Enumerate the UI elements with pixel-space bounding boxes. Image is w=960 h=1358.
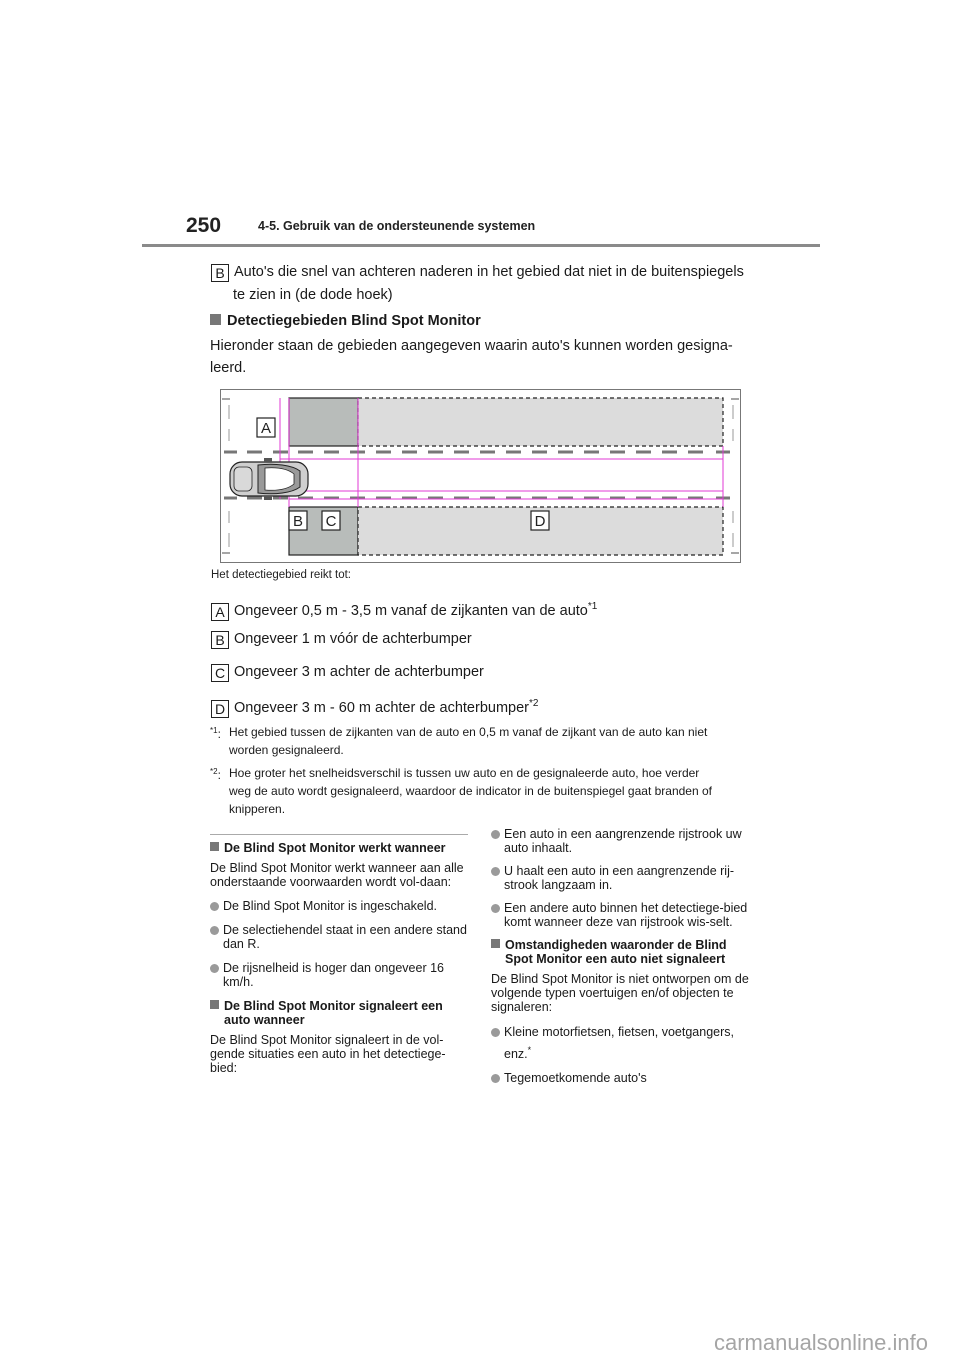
tag-c: C — [211, 664, 229, 682]
detection-intro-2: leerd. — [210, 360, 247, 376]
footnote-2-mark: $^{*2}$: — [210, 767, 221, 782]
label-c: C — [325, 513, 337, 530]
item-b: B Ongeveer 1 m vóór de achterbumper — [211, 629, 472, 649]
section-square-icon — [210, 314, 221, 325]
left-bullet-1: De Blind Spot Monitor is ingeschakeld. — [210, 899, 468, 913]
header-rule — [142, 244, 820, 247]
item-a: A Ongeveer 0,5 m - 3,5 m vanaf de zijkanten van de auto$^{*1}$ — [211, 597, 597, 621]
tag-b: B — [211, 264, 229, 282]
square-icon — [210, 1000, 219, 1009]
left-column — [210, 841, 468, 1075]
left-para-2: De Blind Spot Monitor signaleert in de vol-gende situaties een auto in het detectiege-bied: — [210, 1033, 446, 1075]
footnote-1-mark: $^{*1}$: — [210, 726, 221, 741]
detection-heading: Detectiegebieden Blind Spot Monitor — [210, 309, 481, 334]
right-para: De Blind Spot Monitor is niet ontworpen om de volgende typen voertuigen en/of objecten te signaleren: — [491, 972, 749, 1014]
left-para-1: De Blind Spot Monitor werkt wanneer aan alle onderstaande voorwaarden wordt vol-daan: — [210, 861, 464, 889]
right-heading-b: Spot Monitor een auto niet signaleert — [505, 952, 726, 966]
square-icon — [210, 842, 219, 851]
intro-item-text-1: Auto's die snel van achteren naderen in het gebied dat niet in de buitenspiegels — [234, 264, 744, 280]
right-bullet-1: Een auto in een aangrenzende rijstrook uw auto inhaalt. — [491, 827, 753, 855]
right-bullet-2: U haalt een auto in een aangrenzende rij-strook langzaam in. — [491, 864, 753, 892]
diagram-caption: Het detectiegebied reikt tot: — [211, 569, 351, 581]
left-bullet-3: De rijsnelheid is hoger dan ongeveer 16 km/h. — [210, 961, 468, 989]
item-d: D Ongeveer 3 m - 60 m achter de achterbumper$^{*2}$ — [211, 694, 538, 718]
square-icon — [491, 939, 500, 948]
item-c: C Ongeveer 3 m achter de achterbumper — [211, 662, 484, 682]
zone-upper-far — [358, 398, 723, 446]
car-icon — [230, 458, 308, 500]
right-column — [491, 827, 753, 1085]
tag-a: A — [211, 603, 229, 621]
intro-item — [211, 262, 744, 282]
footnote-2-line2: weg de auto wordt gesignaleerd, waardoor de indicator in de buitenspiegel gaat branden of — [229, 784, 712, 798]
page-number: 250 — [186, 214, 222, 237]
right-bullet-3: Een andere auto binnen het detectiege-bied komt wanneer deze van rijstrook wis-selt. — [491, 901, 753, 929]
footnote-1-line2: worden gesignaleerd. — [229, 743, 344, 757]
right-bullet-5: Tegemoetkomende auto's — [491, 1071, 753, 1085]
footnote-1-line1: Het gebied tussen de zijkanten van de auto en 0,5 m vanaf de zijkant van de auto kan niet — [229, 725, 708, 739]
tag-b-2: B — [211, 631, 229, 649]
footnote-2-line1: Hoe groter het snelheidsverschil is tussen uw auto en de gesignaleerde auto, hoe verder — [229, 766, 700, 780]
watermark: carmanualsonline.info — [713, 1330, 928, 1355]
left-heading-2b: auto wanneer — [224, 1013, 305, 1027]
detection-diagram — [220, 389, 741, 563]
left-bullet-2: De selectiehendel staat in een andere stand dan R. — [210, 923, 468, 951]
zone-upper-near — [289, 398, 358, 446]
right-bullet-4-cont: enz.* — [504, 1045, 532, 1062]
footnote-2-line3: knipperen. — [229, 802, 286, 816]
tag-d: D — [211, 700, 229, 718]
left-heading-2: De Blind Spot Monitor signaleert een — [210, 999, 468, 1013]
left-heading-1: De Blind Spot Monitor werkt wanneer — [210, 841, 468, 855]
right-bullet-4: Kleine motorfietsen, fietsen, voetgangers, — [491, 1025, 753, 1039]
label-b: B — [292, 513, 304, 530]
label-d: D — [534, 513, 546, 530]
column-rule — [210, 834, 468, 835]
label-a: A — [260, 420, 272, 437]
detection-intro-1: Hieronder staan de gebieden aangegeven waarin auto's kunnen worden gesigna- — [210, 338, 733, 354]
intro-item-text-2: te zien in (de dode hoek) — [233, 287, 393, 303]
section-title: 4-5. Gebruik van de ondersteunende systemen — [258, 219, 536, 233]
right-heading: Omstandigheden waaronder de Blind — [491, 938, 753, 952]
